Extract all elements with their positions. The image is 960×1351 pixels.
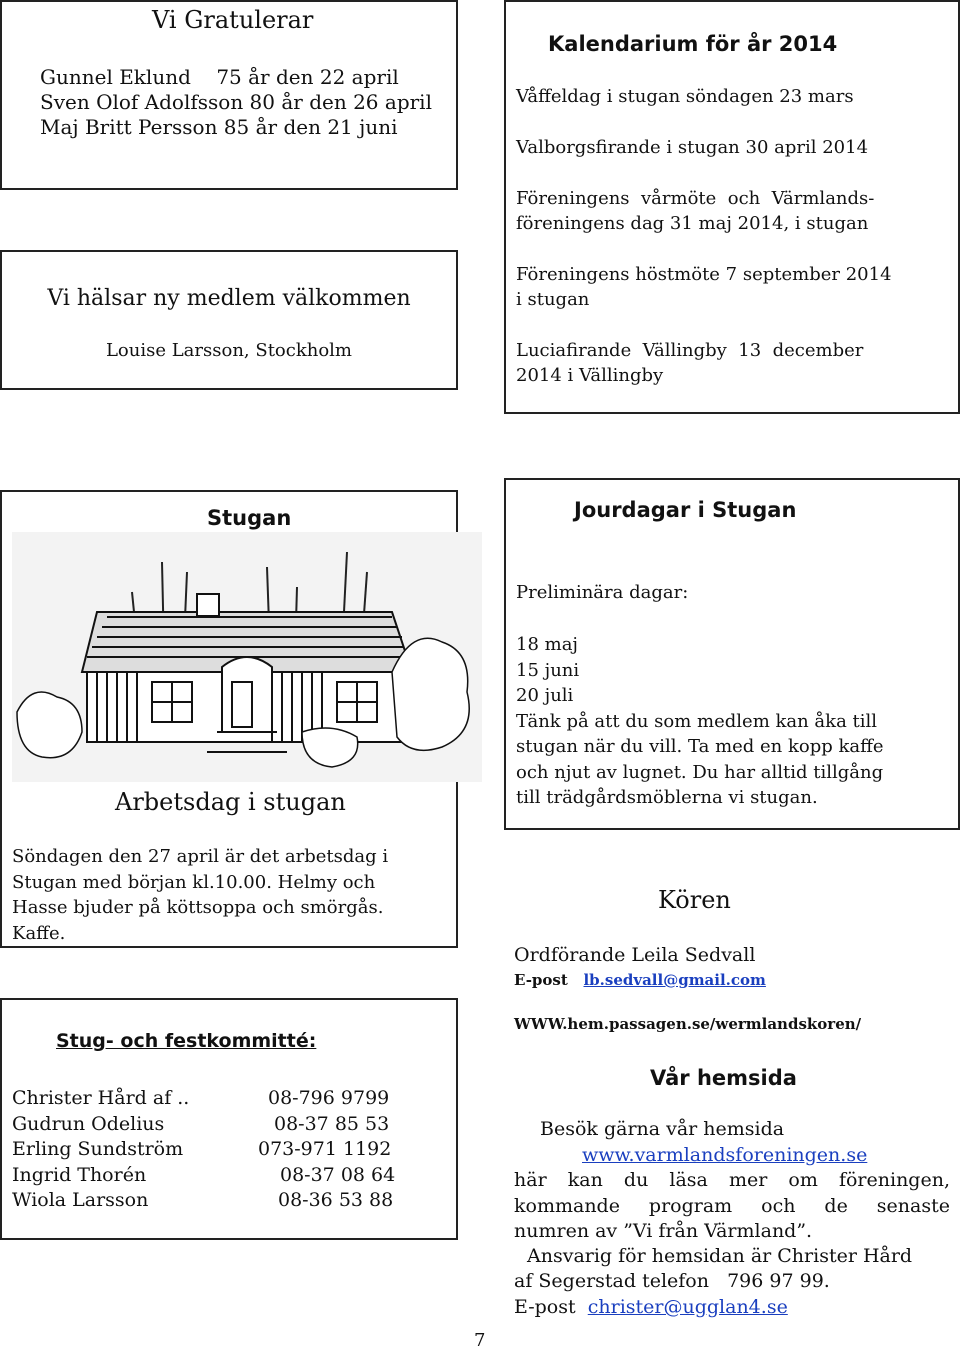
website-line: kommande program och de senaste xyxy=(514,1194,950,1217)
calendar-event: föreningens dag 31 maj 2014, i stugan xyxy=(516,213,869,234)
calendar-event: Föreningens vårmöte och Värmlands- xyxy=(516,188,875,209)
committee-member xyxy=(12,1137,442,1163)
member-phone: 08-796 9799 xyxy=(268,1087,390,1109)
on-duty-dates xyxy=(516,632,884,811)
stugan-title: Stugan xyxy=(207,506,292,530)
website-email-label: E-post xyxy=(514,1296,576,1318)
on-duty-line: stugan när du vill. Ta med en kopp kaffe xyxy=(516,736,884,757)
work-day-line: Stugan med början kl.10.00. Helmy och xyxy=(12,871,376,893)
member-name: Wiola Larsson xyxy=(12,1189,149,1211)
on-duty-title: Jourdagar i Stugan xyxy=(574,498,797,522)
congratulations-line: Maj Britt Persson 85 år den 21 juni xyxy=(40,115,398,139)
member-name: Christer Hård af .. xyxy=(12,1087,190,1109)
congratulations-title: Vi Gratulerar xyxy=(152,6,314,34)
new-member-name: Louise Larsson, Stockholm xyxy=(105,340,353,361)
committee-member xyxy=(12,1188,442,1214)
calendar-event: Valborgsfirande i stugan 30 april 2014 xyxy=(516,137,869,158)
on-duty-intro: Preliminära dagar: xyxy=(516,582,689,603)
website-title: Vår hemsida xyxy=(650,1066,797,1090)
committee-member xyxy=(12,1163,442,1189)
choir-email-link[interactable]: lb.sedvall@gmail.com xyxy=(583,971,766,989)
work-day-text xyxy=(12,844,388,946)
calendar-event: Föreningens höstmöte 7 september 2014 xyxy=(516,264,892,285)
on-duty-date: 15 juni xyxy=(516,659,580,681)
member-phone: 08-37 08 64 xyxy=(280,1163,396,1186)
member-phone: 08-36 53 88 xyxy=(278,1189,394,1211)
on-duty-date: 18 maj xyxy=(516,634,579,655)
on-duty-days-box xyxy=(504,478,960,830)
congratulations-line: Sven Olof Adolfsson 80 år den 26 april xyxy=(40,90,432,114)
choir-title: Kören xyxy=(658,886,731,914)
calendar-event: i stugan xyxy=(516,289,590,310)
work-day-line: Kaffe. xyxy=(12,922,66,944)
website-responsible: Ansvarig för hemsidan är Christer Hård xyxy=(527,1245,913,1267)
calendar-event: Luciafirande Vällingby 13 december xyxy=(516,340,864,361)
member-name: Ingrid Thorén xyxy=(12,1163,147,1186)
work-day-line: Söndagen den 27 april är det arbetsdag i xyxy=(12,846,389,867)
member-name: Gudrun Odelius xyxy=(12,1112,165,1135)
committee-member xyxy=(12,1112,442,1138)
calendar-event: Våffeldag i stugan söndagen 23 mars xyxy=(516,86,854,107)
work-day-title: Arbetsdag i stugan xyxy=(115,788,346,816)
member-phone: 08-37 85 53 xyxy=(274,1112,390,1135)
committee-title: Stug- och festkommitté: xyxy=(56,1030,317,1052)
on-duty-line: Tänk på att du som medlem kan åka till xyxy=(516,710,878,732)
website-line: numren av ”Vi från Värmland”. xyxy=(514,1220,813,1242)
choir-email-label: E-post xyxy=(514,971,568,989)
member-phone: 073-971 1192 xyxy=(258,1138,392,1160)
website-description xyxy=(514,1168,950,1245)
congratulations-line: Gunnel Eklund 75 år den 22 april xyxy=(40,65,399,89)
choir-email-row xyxy=(514,971,766,989)
calendar-title: Kalendarium för år 2014 xyxy=(548,32,838,56)
committee-list xyxy=(12,1086,442,1214)
website-email-row xyxy=(514,1296,788,1318)
congratulations-box xyxy=(0,0,458,190)
member-name: Erling Sundström xyxy=(12,1138,184,1160)
on-duty-line: och njut av lugnet. Du har alltid tillgång xyxy=(516,761,884,783)
calendar-event: 2014 i Vällingby xyxy=(516,365,664,386)
work-day-line: Hasse bjuder på köttsoppa och smörgås. xyxy=(12,897,384,918)
website-line: här kan du läsa mer om föreningen, xyxy=(514,1169,950,1191)
choir-chair: Ordförande Leila Sedvall xyxy=(514,944,756,966)
new-member-title: Vi hälsar ny medlem välkommen xyxy=(47,286,411,311)
calendar-box xyxy=(504,0,960,414)
website-phone: af Segerstad telefon 796 97 99. xyxy=(514,1270,830,1292)
website-email-link[interactable]: christer@ugglan4.se xyxy=(587,1296,788,1318)
new-member-box xyxy=(0,250,458,390)
committee-box xyxy=(0,998,458,1240)
website-visit: Besök gärna vår hemsida xyxy=(540,1118,785,1140)
stugan-box xyxy=(0,490,458,948)
website-url-link[interactable]: www.varmlandsforeningen.se xyxy=(582,1144,868,1166)
on-duty-date: 20 juli xyxy=(516,685,574,706)
choir-website[interactable]: WWW.hem.passagen.se/wermlandskoren/ xyxy=(514,1015,862,1033)
page-number: 7 xyxy=(474,1330,486,1351)
committee-member xyxy=(12,1086,442,1112)
cabin-illustration xyxy=(12,532,482,782)
on-duty-line: till trädgårdsmöblerna vi stugan. xyxy=(516,787,818,808)
